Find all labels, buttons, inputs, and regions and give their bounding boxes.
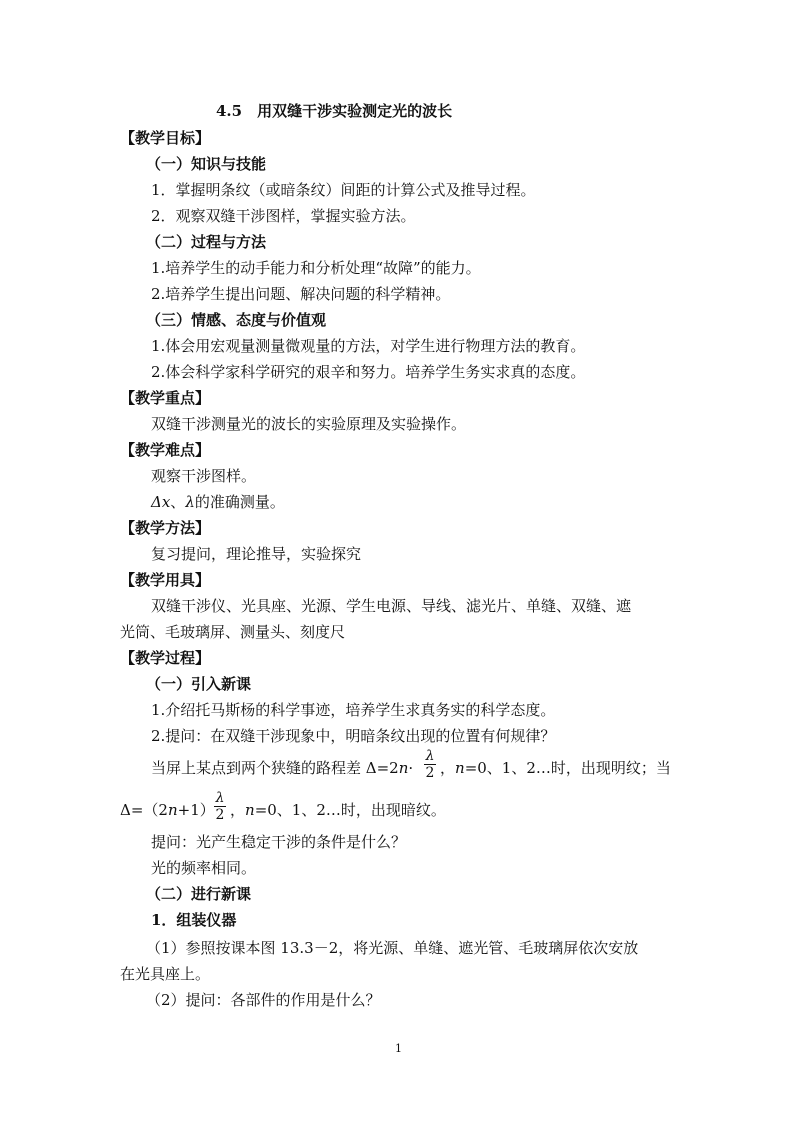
emotion-item-1: 1.体会用宏观量测量微观量的方法，对学生进行物理方法的教育。: [151, 337, 586, 355]
emotion-heading: （三）情感、态度与价值观: [146, 311, 327, 329]
difficulty-item-1: 观察干涉图样。: [151, 467, 257, 485]
key-points-heading: 【教学重点】: [120, 389, 211, 407]
knowledge-heading: （一）知识与技能: [146, 155, 267, 173]
difficulty-item-2-text: 的准确测量。: [194, 493, 285, 511]
method-item-1: 复习提问，理论推导，实验探究: [151, 545, 362, 563]
assemble-heading: 1．组装仪器: [151, 911, 237, 929]
dark-suffix-text: =0、1、2…时，出现暗纹。: [254, 801, 446, 819]
bright-fringe-condition: [151, 758, 413, 778]
process-item-2: 2.培养学生提出问题、解决问题的科学精神。: [151, 285, 451, 303]
tools-line-2: 光筒、毛玻璃屏、测量头、刻度尺: [120, 623, 346, 641]
dark-prefix: Δ=（2: [120, 801, 168, 819]
tools-line-1: 双缝干涉仪、光具座、光源、学生电源、导线、滤光片、单缝、双缝、遮: [151, 597, 632, 615]
method-heading: 【教学方法】: [120, 519, 211, 537]
key-points-item-1: 双缝干涉测量光的波长的实验原理及实验操作。: [151, 415, 467, 433]
difficulty-heading: 【教学难点】: [120, 441, 211, 459]
page-title: 4.5 用双缝干涉实验测定光的波长: [216, 102, 453, 120]
knowledge-item-1: 1．掌握明条纹（或暗条纹）间距的计算公式及推导过程。: [151, 181, 536, 199]
bright-n: n: [398, 759, 409, 777]
goals-heading: 【教学目标】: [120, 129, 211, 147]
intro-item-2: 2.提问：在双缝干涉现象中，明暗条纹出现的位置有何规律？: [151, 727, 556, 745]
bright-suffix-text: =0、1、2…时，出现明纹；当: [464, 759, 671, 777]
bright-suffix-n: n: [455, 759, 465, 777]
emotion-item-2: 2.体会科学家科学研究的艰辛和努力。培养学生务实求真的态度。: [151, 363, 586, 381]
dark-n: n: [167, 801, 178, 819]
process-item-1: 1.培养学生的动手能力和分析处理“故障”的能力。: [151, 259, 481, 277]
fraction-denominator: 2: [425, 765, 435, 781]
assemble-step-1b: 在光具座上。: [120, 965, 211, 983]
difficulty-item-2: [151, 492, 285, 512]
bright-suffix: ，n=0、1、2…时，出现明纹；当: [440, 759, 671, 777]
procedure-heading: 【教学过程】: [120, 649, 211, 667]
bright-prefix: 当屏上某点到两个狭缝的路程差 Δ=2: [151, 759, 399, 777]
dark-suffix: ，n=0、1、2…时，出现暗纹。: [230, 801, 446, 819]
assemble-step-2: （2）提问：各部件的作用是什么？: [146, 991, 381, 1009]
assemble-step-1a: （1）参照按课本图 13.3－2，将光源、单缝、遮光管、毛玻璃屏依次安放: [146, 939, 639, 957]
tools-heading: 【教学用具】: [120, 571, 211, 589]
dark-fraction-numerator: λ: [215, 790, 225, 806]
dark-suffix-n: n: [245, 801, 255, 819]
question-1: 提问：光产生稳定干涉的条件是什么？: [151, 833, 407, 851]
answer-1: 光的频率相同。: [151, 859, 257, 877]
bright-fraction: [424, 748, 436, 781]
dark-fringe-condition: [120, 800, 215, 820]
new-lesson-heading: （二）进行新课: [146, 885, 252, 903]
knowledge-item-2: 2．观察双缝干涉图样，掌握实验方法。: [151, 207, 416, 225]
lambda-symbol: λ: [185, 493, 195, 511]
intro-heading: （一）引入新课: [146, 675, 252, 693]
page-number: 1: [395, 1042, 402, 1055]
process-heading: （二）过程与方法: [146, 233, 267, 251]
separator: 、: [170, 493, 186, 511]
dark-fraction: [214, 790, 226, 823]
intro-item-1: 1.介绍托马斯杨的科学事迹，培养学生求真务实的科学态度。: [151, 701, 556, 719]
dark-fraction-denominator: 2: [215, 807, 225, 823]
dark-plus: +1）: [177, 801, 215, 819]
bright-dot: ·: [408, 759, 414, 777]
delta-x-symbol: Δx: [151, 493, 171, 511]
fraction-numerator: λ: [425, 748, 435, 764]
